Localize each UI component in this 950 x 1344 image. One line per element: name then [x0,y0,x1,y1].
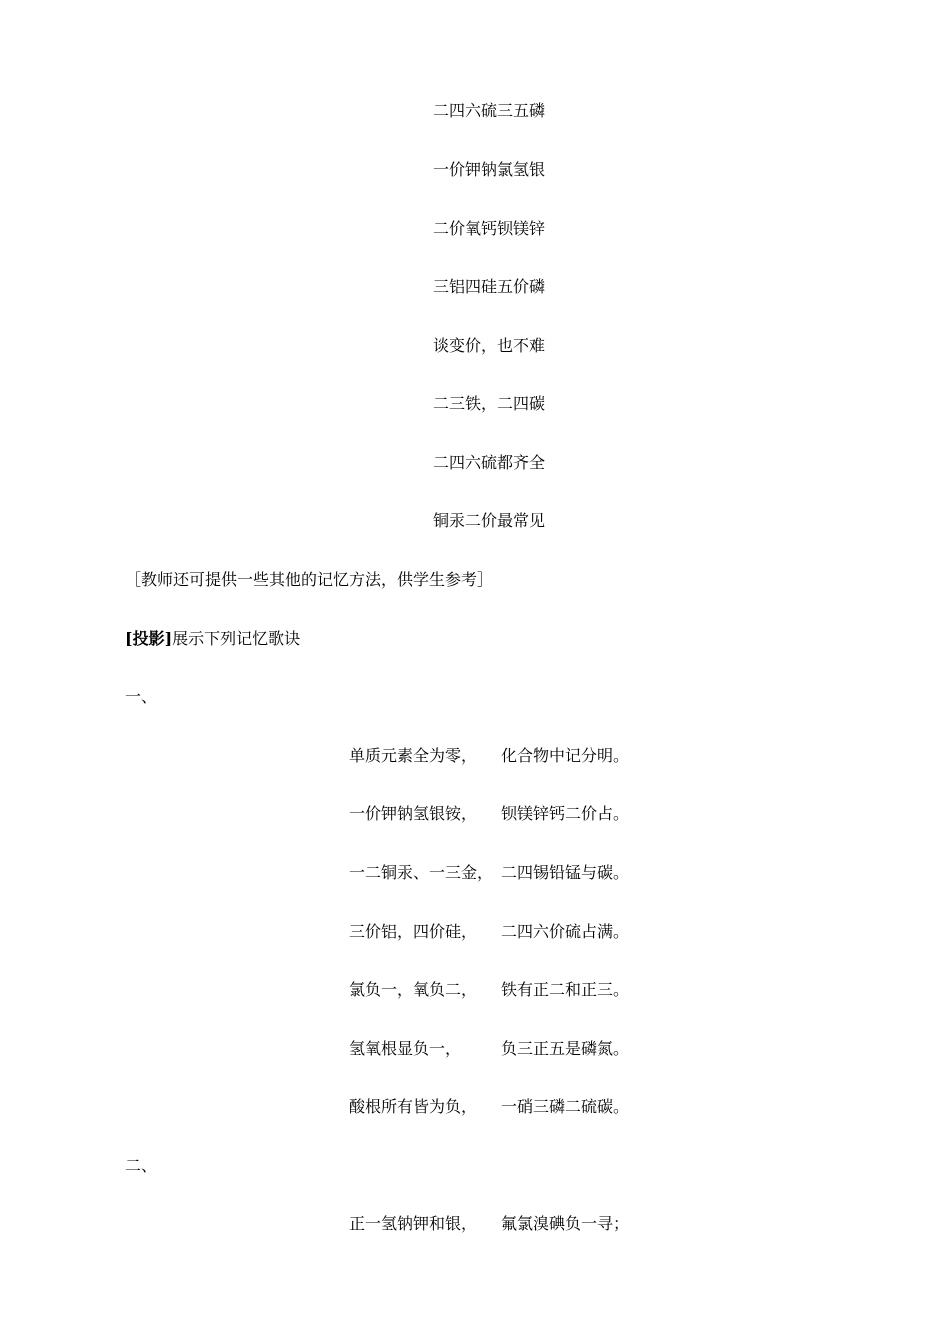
mnemonic-second-half: 氟氯溴碘负一寻； [501,1214,630,1233]
projection-tag: [投影] [125,629,173,648]
mnemonic-first-half: 一二铜汞、一三金， [349,863,494,882]
mnemonic-second-half: 二四六价硫占满。 [501,922,630,941]
mnemonic-second-half: 二四锡铅锰与碳。 [501,863,630,882]
projection-text: 展示下列记忆歌诀 [172,629,301,648]
mnemonic-first-half: 酸根所有皆为负， [349,1097,478,1116]
verse-line: 二四六硫都齐全 [433,453,546,472]
mnemonic-first-half: 氢氧根显负一， [349,1039,462,1058]
verse-line: 二四六硫三五磷 [433,101,546,120]
verse-line: 一价钾钠氯氢银 [433,160,546,179]
teacher-note: ［教师还可提供一些其他的记忆方法，供学生参考］ [125,570,494,589]
mnemonic-first-half: 正一氢钠钾和银， [349,1214,478,1233]
mnemonic-first-half: 氯负一，氧负二， [349,980,478,999]
mnemonic-first-half: 三价铝，四价硅， [349,922,478,941]
mnemonic-second-half: 钡镁锌钙二价占。 [501,804,630,823]
mnemonic-second-half: 负三正五是磷氮。 [501,1039,630,1058]
verse-line: 二价氧钙钡镁锌 [433,219,546,238]
mnemonic-second-half: 铁有正二和正三。 [501,980,630,999]
mnemonic-second-half: 化合物中记分明。 [501,746,630,765]
verse-line: 铜汞二价最常见 [433,511,546,530]
mnemonic-first-half: 单质元素全为零， [349,746,478,765]
mnemonic-first-half: 一价钾钠氢银铵， [349,804,478,823]
verse-line: 三铝四硅五价磷 [433,277,546,296]
section-label: 二、 [125,1156,158,1175]
projection-line [125,629,300,649]
section-label: 一、 [125,687,158,706]
verse-line: 谈变价，也不难 [433,336,546,355]
verse-line: 二三铁，二四碳 [433,394,546,413]
mnemonic-second-half: 一硝三磷二硫碳。 [501,1097,630,1116]
